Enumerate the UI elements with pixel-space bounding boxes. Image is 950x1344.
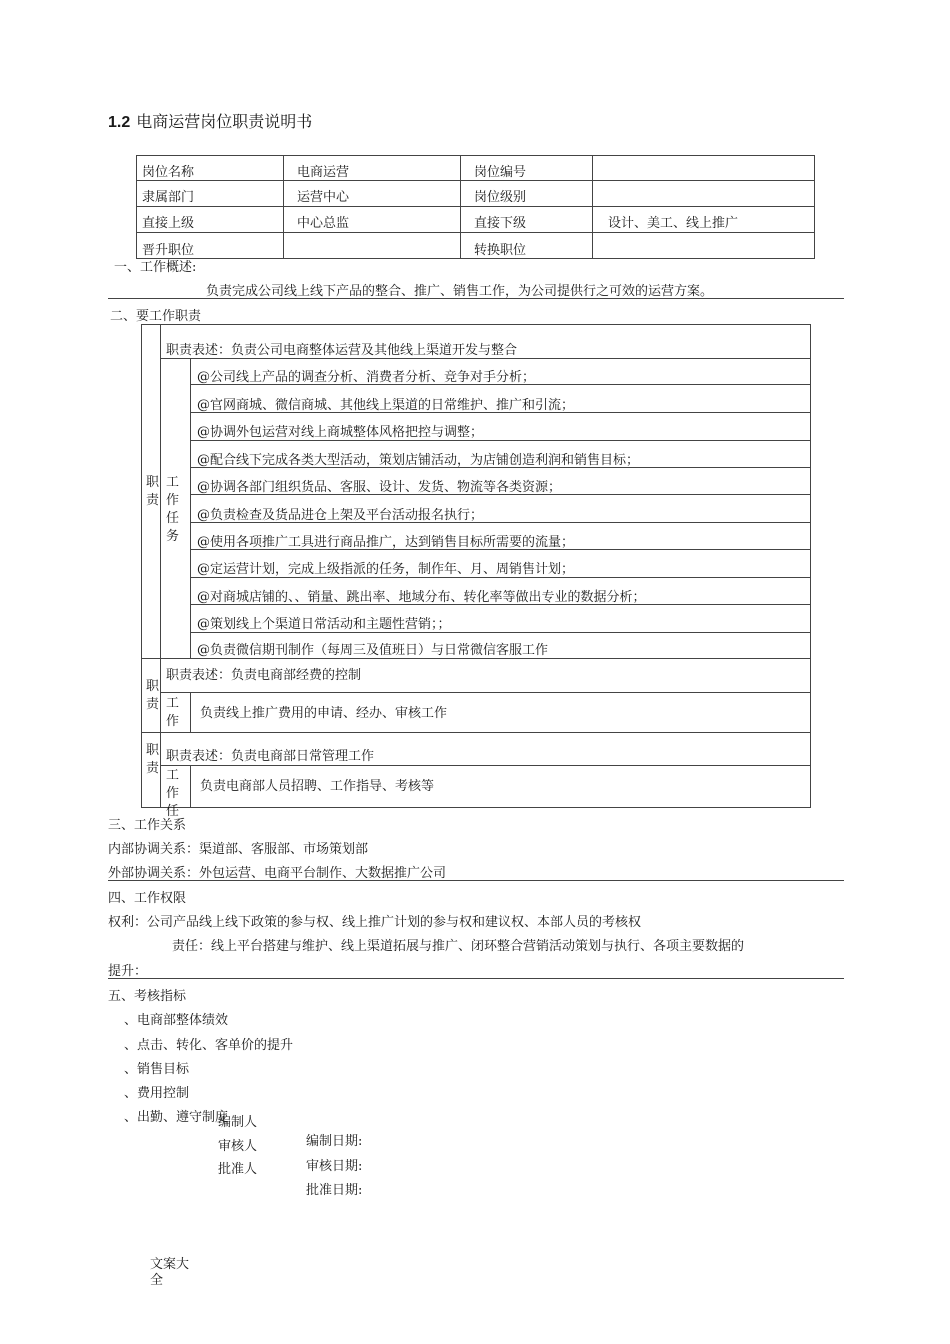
duty-text: 责任：线上平台搭建与维护、线上渠道拓展与推广、闭环整合营销活动策划与执行、各项主要数据的 bbox=[172, 939, 745, 954]
table-divider bbox=[190, 692, 191, 733]
task-label: 工作任务 bbox=[166, 475, 180, 544]
table-cell-label: 岗位级别 bbox=[474, 190, 527, 205]
table-cell-value: 运营中心 bbox=[297, 190, 350, 205]
kpi-item: 、销售目标 bbox=[124, 1062, 190, 1077]
table-divider bbox=[136, 232, 815, 233]
table-cell-label: 转换职位 bbox=[474, 243, 527, 258]
divider-line bbox=[108, 978, 844, 979]
relation-external: 外部协调关系：外包运营、电商平台制作、大数据推广公司 bbox=[108, 866, 447, 881]
task-item: @协调各部门组织货品、客服、设计、发货、物流等各类资源； bbox=[197, 480, 562, 495]
table-divider bbox=[160, 732, 161, 808]
reviewer-label: 审核人 bbox=[218, 1139, 258, 1154]
table-cell-value: 中心总监 bbox=[297, 216, 350, 231]
overview-text: 负责完成公司线上线下产品的整合、推广、销售工作，为公司提供行之可效的运营方案。 bbox=[206, 284, 714, 299]
review-date-label: 审核日期: bbox=[306, 1159, 363, 1174]
table-divider bbox=[190, 358, 191, 659]
section-heading: 五、考核指标 bbox=[108, 989, 187, 1004]
table-divider bbox=[190, 765, 191, 808]
work-label: 工作任 bbox=[166, 768, 180, 819]
work-label: 工作 bbox=[166, 696, 180, 729]
table-cell-value: 设计、美工、线上推广 bbox=[608, 216, 739, 231]
task-item: @对商城店铺的、、销量、跳出率、地域分布、转化率等做出专业的数据分析； bbox=[197, 590, 646, 605]
divider-line bbox=[108, 880, 844, 881]
section-heading: 四、工作权限 bbox=[108, 891, 187, 906]
duty-statement: 职责表述：负责电商部日常管理工作 bbox=[166, 749, 375, 764]
duty-label: 职责 bbox=[146, 679, 160, 712]
divider-line bbox=[108, 298, 844, 299]
task-item: @定运营计划，完成上级指派的任务，制作年、月、周销售计划； bbox=[197, 562, 575, 577]
duty-text-cont: 提升： bbox=[108, 964, 148, 979]
task-item: @负责检查及货品进仓上架及平台活动报名执行； bbox=[197, 508, 484, 523]
task-item: @协调外包运营对线上商城整体风格把控与调整； bbox=[197, 425, 484, 440]
relation-internal: 内部协调关系：渠道部、客服部、市场策划部 bbox=[108, 842, 369, 857]
section-heading: 一、工作概述: bbox=[114, 260, 197, 275]
section-number: 1.2 bbox=[108, 114, 131, 131]
table-divider bbox=[160, 658, 161, 733]
task-item: @官网商城、微信商城、其他线上渠道的日常维护、推广和引流； bbox=[197, 398, 575, 413]
task-item: @公司线上产品的调查分析、消费者分析、竞争对手分析； bbox=[197, 370, 536, 385]
footer-line: 文案大 bbox=[150, 1257, 190, 1272]
prep-date-label: 编制日期: bbox=[306, 1134, 363, 1149]
duty-label: 职责 bbox=[146, 743, 160, 776]
table-divider bbox=[460, 155, 461, 259]
table-cell-value: 电商运营 bbox=[297, 165, 350, 180]
task-item: 负责电商部人员招聘、工作指导、考核等 bbox=[200, 779, 435, 794]
approver-label: 批准人 bbox=[218, 1162, 258, 1177]
table-cell-label: 隶属部门 bbox=[142, 190, 195, 205]
kpi-item: 、费用控制 bbox=[124, 1086, 190, 1101]
duty-label: 职责 bbox=[146, 475, 160, 508]
table-cell-label: 直接上级 bbox=[142, 216, 195, 231]
table-divider bbox=[283, 155, 284, 259]
task-item: @配合线下完成各类大型活动，策划店铺活动，为店铺创造利润和销售目标； bbox=[197, 453, 640, 468]
duty-statement: 职责表述：负责电商部经费的控制 bbox=[166, 668, 362, 683]
table-cell-label: 岗位编号 bbox=[474, 165, 527, 180]
section-heading: 二、要工作职责 bbox=[110, 309, 202, 324]
approve-date-label: 批准日期: bbox=[306, 1183, 363, 1198]
table-divider bbox=[160, 765, 811, 766]
task-item: @负责微信期刊制作（每周三及值班日）与日常微信客服工作 bbox=[197, 643, 549, 658]
kpi-item: 、点击、转化、客单价的提升 bbox=[124, 1038, 294, 1053]
preparer-label: 编制人 bbox=[218, 1115, 258, 1130]
duty-statement: 职责表述：负责公司电商整体运营及其他线上渠道开发与整合 bbox=[166, 343, 518, 358]
table-divider bbox=[160, 692, 811, 693]
table-divider bbox=[592, 155, 593, 259]
rights-text: 权利：公司产品线上线下政策的参与权、线上推广计划的参与权和建议权、本部人员的考核权 bbox=[108, 915, 642, 930]
task-item: @使用各项推广工具进行商品推广，达到销售目标所需要的流量； bbox=[197, 535, 575, 550]
table-cell-label: 直接下级 bbox=[474, 216, 527, 231]
footer-line: 全 bbox=[150, 1273, 164, 1288]
section-heading: 三、工作关系 bbox=[108, 818, 187, 833]
table-divider bbox=[160, 324, 161, 659]
task-item: 负责线上推广费用的申请、经办、审核工作 bbox=[200, 706, 448, 721]
page-title bbox=[108, 114, 312, 131]
title-text: 电商运营岗位职责说明书 bbox=[136, 112, 313, 131]
kpi-item: 、电商部整体绩效 bbox=[124, 1013, 229, 1028]
table-divider bbox=[136, 206, 815, 207]
table-cell-label: 岗位名称 bbox=[142, 165, 195, 180]
kpi-item: 、出勤、遵守制度 bbox=[124, 1110, 229, 1125]
task-item: @策划线上个渠道日常活动和主题性营销；； bbox=[197, 617, 451, 632]
table-cell-label: 晋升职位 bbox=[142, 243, 195, 258]
duty-block-3 bbox=[141, 732, 811, 819]
